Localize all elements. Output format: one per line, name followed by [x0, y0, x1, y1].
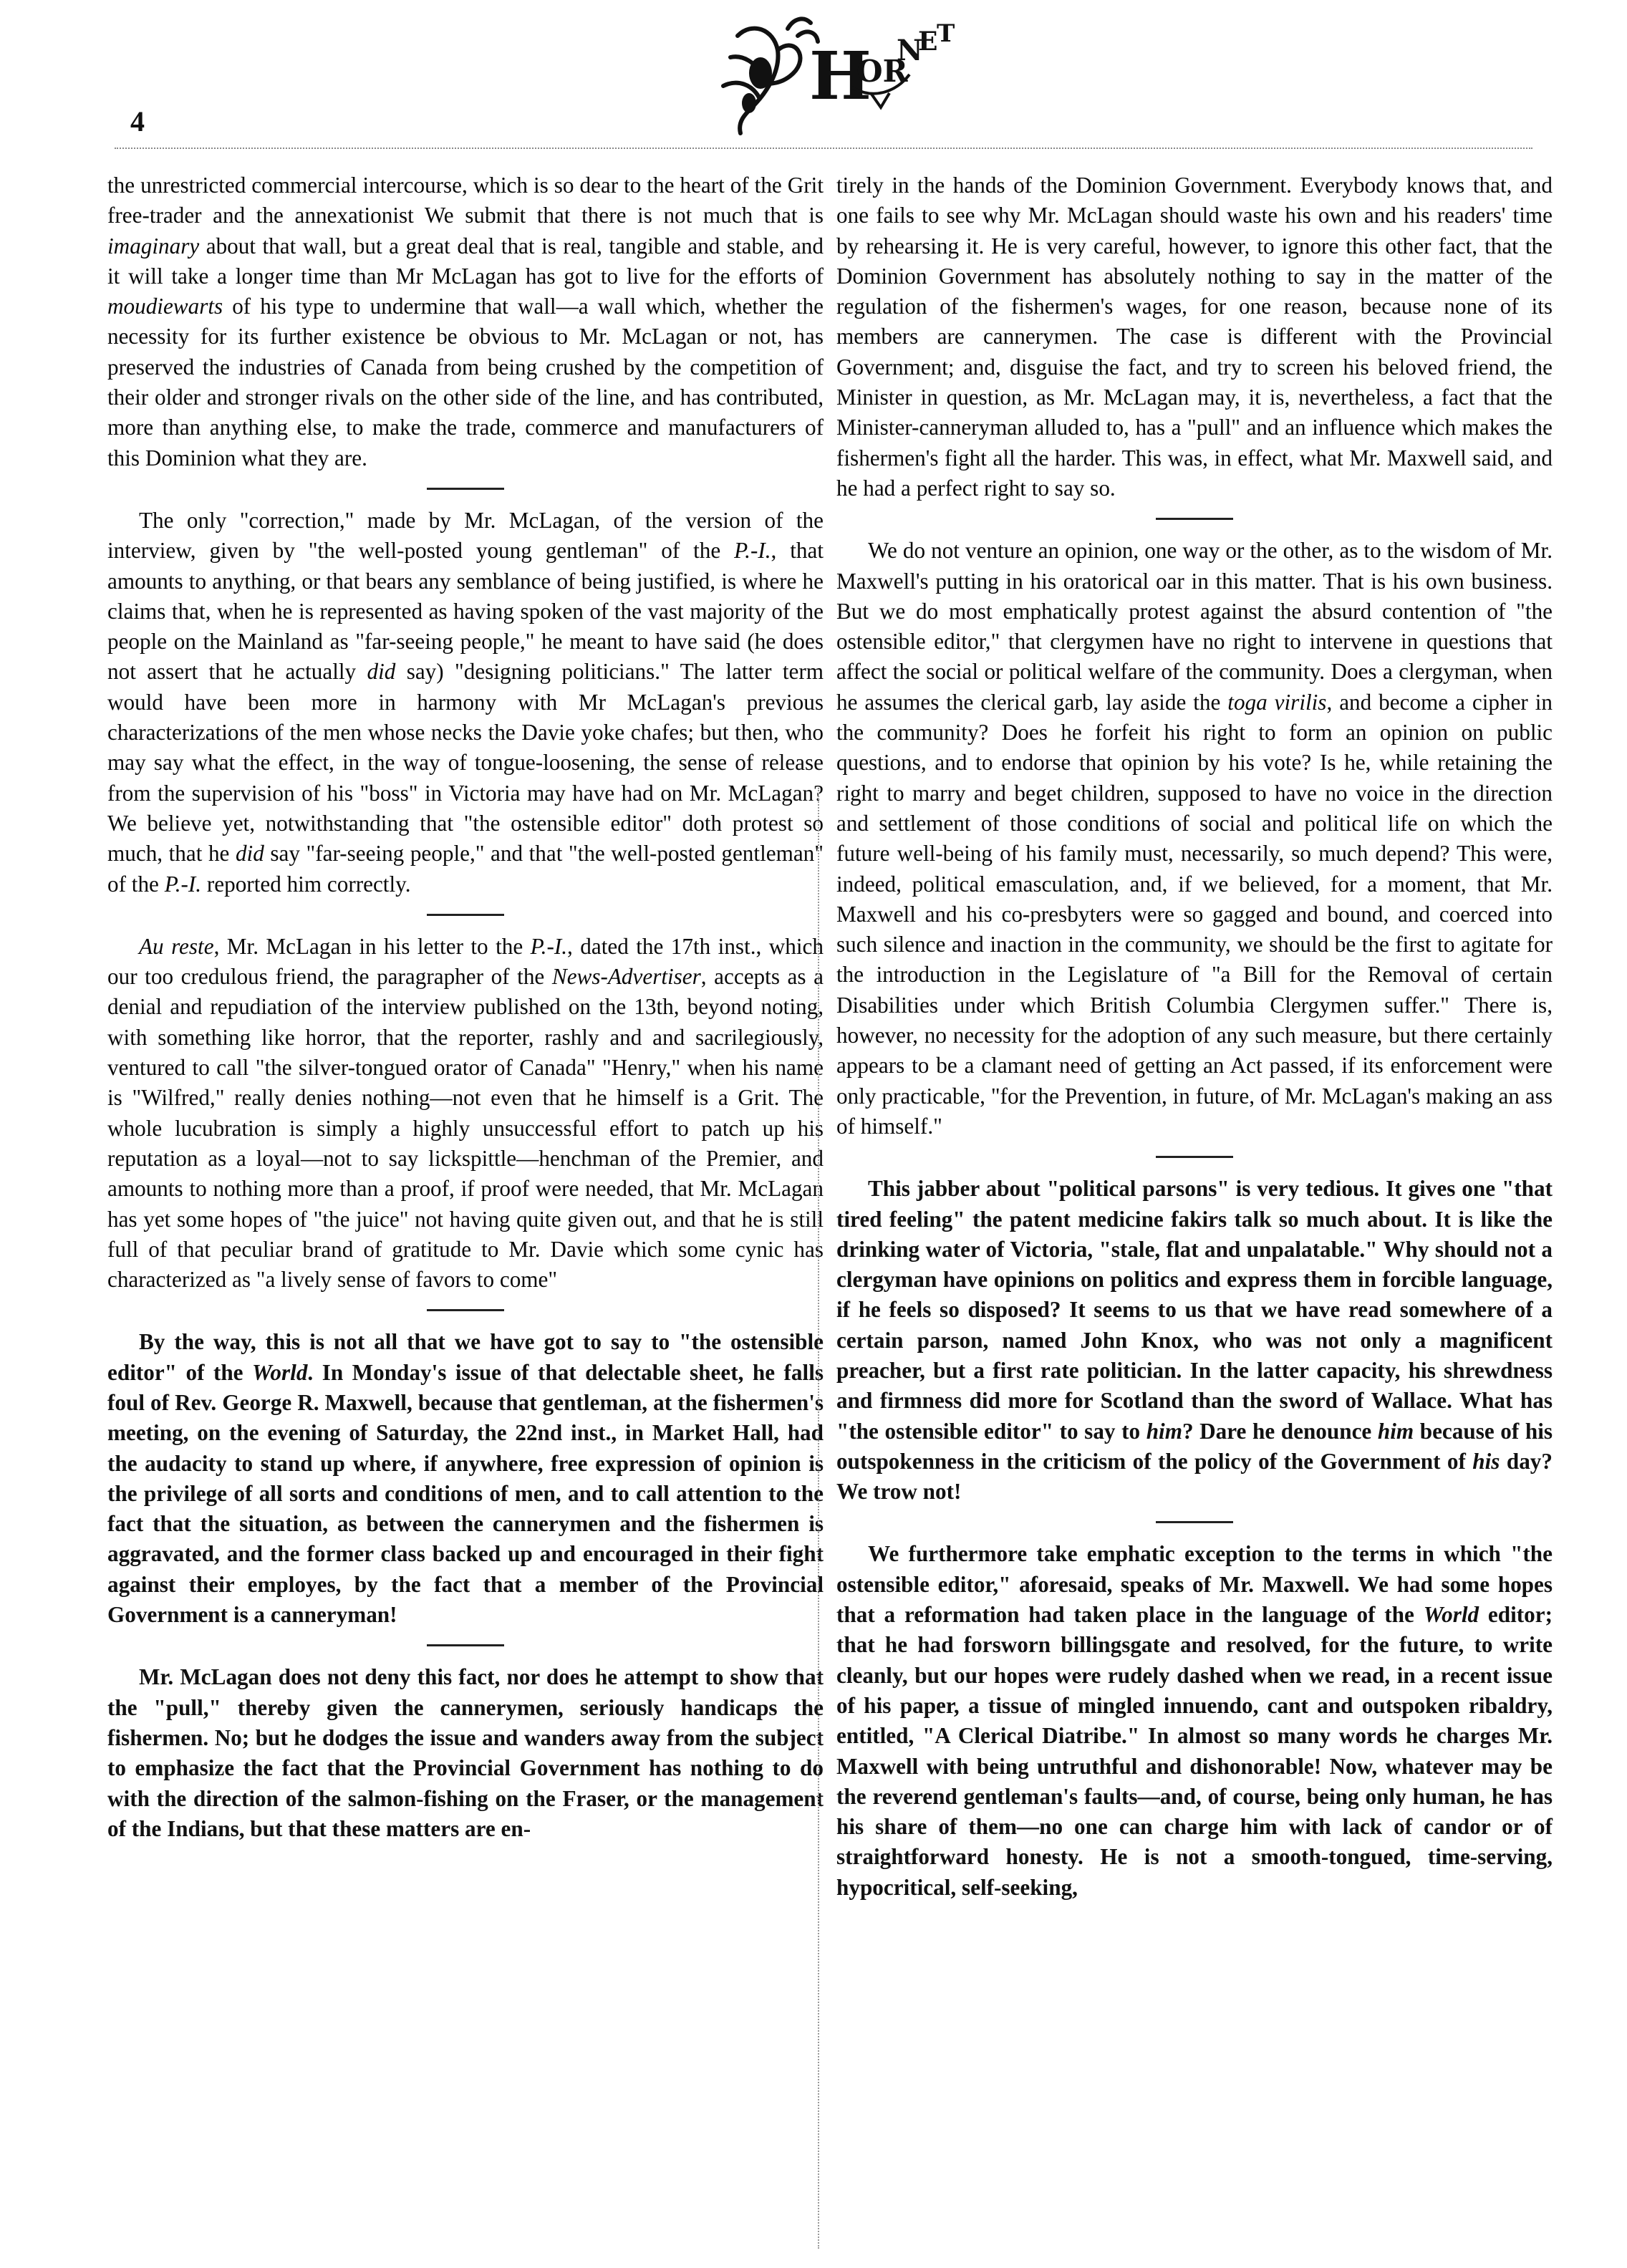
- right-column: [836, 170, 1553, 1903]
- italic-segment: P.-I.: [530, 933, 568, 959]
- svg-text:OR: OR: [856, 54, 908, 89]
- header-rule: [115, 148, 1532, 149]
- section-separator: [427, 488, 504, 490]
- text-segment: We do not venture an opinion, one way or the other, as to the wisdom of Mr. Maxwell's putting in his oratorical oar in this matter. That is his own business. But we do most emphatically protest against the absurd contention of "the ostensible editor," that clergymen have no right to intervene in questions that affect the social or political welfare of the community. Does a clergyman, when he assumes the clerical garb, lay aside the: [836, 538, 1553, 715]
- text-segment: . In Monday's issue of that delectable sheet, he falls foul of Rev. George R. Maxwell, because that gentleman, at the fishermen's meeting, on the evening of Saturday, the 22nd inst., in Market Hall, had the audacity to stand up where, if anywhere, free expression of opinion is the privilege of all sorts and conditions of men, and to call attention to the fact that the situation, as between the cannerymen and the fishermen is aggravated, and the former class backed up and encouraged in their fight against their employes, by the fact that a member of the Provincial Government is a canneryman!: [107, 1359, 824, 1628]
- italic-segment: him: [1377, 1418, 1414, 1444]
- italic-segment: News-Advertiser: [551, 964, 701, 990]
- text-segment: reported him correctly.: [201, 871, 411, 897]
- italic-segment: did: [367, 659, 396, 685]
- italic-segment: him: [1146, 1418, 1182, 1444]
- left-column: [107, 170, 824, 1844]
- paragraph-correction: [107, 506, 824, 899]
- text-segment: day? We trow not!: [836, 1448, 1553, 1505]
- italic-segment: his: [1472, 1448, 1500, 1474]
- italic-segment: World: [1423, 1602, 1479, 1628]
- italic-segment: imaginary: [107, 233, 200, 259]
- paragraph-wall: [107, 170, 824, 473]
- italic-segment: toga virilis: [1227, 689, 1327, 715]
- text-segment: This jabber about "political parsons" is very tedious. It gives one "that tired feeling" the patent medicine fakirs talk so much about. It is like the drinking water of Victoria, "stale, flat and unpalatable." Why should not a clergyman have opinions on politics and express them in forcible language, if he feels so disposed? It seems to us that we have read somewhere of a certain parson, named John Knox, who was not only a magnificent preacher, but a first rate politician. In the latter capacity, his shrewdness and firmness did more for Scotland than the sword of Wallace. What has "the ostensible editor" to say to: [836, 1176, 1553, 1444]
- italic-segment: P.-I.: [164, 871, 202, 897]
- text-segment: , and become a cipher in the community? Does he forfeit his right to form an opinion on public questions, and to endorse that opinion by his vote? Is he, while retaining the right to marry and beget children, supposed to have no voice in the direction and settlement of those conditions of social and political life on which the future well-being of his family must, necessarily, so much depend? This were, indeed, political emasculation, and, if we believed, for a moment, that Mr. Maxwell and his co-presbyters were so gagged and bound, and coerced into such silence and inaction in the community, we should be the first to agitate for the introduction in the Legislature of "a Bill for the Removal of certain Disabilities under which British Columbia Clergymen suffer." There is, however, no necessity for the adoption of any such measure, but there certainly appears to be a clamant need of getting an Act passed, if its enforcement were only practicable, "for the Prevention, in future, of Mr. McLagan's making an ass of himself.": [836, 689, 1553, 1139]
- italic-segment: did: [235, 841, 264, 867]
- section-separator: [427, 1309, 504, 1311]
- section-separator: [1156, 518, 1233, 520]
- text-segment: say "far-seeing people," and that "the well-posted gentleman" of the: [107, 841, 824, 897]
- svg-text:T: T: [937, 19, 955, 48]
- section-separator: [427, 1644, 504, 1646]
- svg-text:E: E: [918, 26, 938, 57]
- page-number: 4: [130, 105, 145, 137]
- italic-segment: World: [252, 1359, 308, 1385]
- text-segment: the unrestricted commercial intercourse, which is so dear to the heart of the Grit free-trader and the annexationist We submit that there is not much that is: [107, 173, 824, 228]
- italic-segment: P.-I.: [734, 538, 771, 564]
- paragraph-au-reste: [107, 932, 824, 1295]
- text-segment: of his type to undermine that wall—a wall which, whether the necessity for its further existence be obvious to Mr. McLagan or not, has preserved the industries of Canada from being crushed by the competition of their older and stronger rivals on the other side of the line, and has contributed, more than anything else, to make the trade, commerce and manufacturers of this Dominion what they are.: [107, 294, 824, 471]
- text-segment: The only "correction," made by Mr. McLagan, of the version of the interview, given by "the well-posted young gentleman" of the: [107, 507, 824, 564]
- text-segment: say) "designing politicians." The latter term would have been more in harmony with Mr McLagan's previous characterizations of the men whose necks the Davie yoke chafes; but then, who may say what the effect, in the way of tongue-loosening, the sense of release from the supervision of his "boss" in Victoria may have had on Mr. McLagan? We believe yet, notwithstanding that "the ostensible editor" doth protest so much, that he: [107, 659, 824, 867]
- text-segment: , Mr. McLagan in his letter to the: [213, 933, 531, 959]
- text-segment: , that amounts to anything, or that bears any semblance of being justified, is where he claims that, when he is represented as having spoken of the vast majority of the people on the Mainland as "far-seeing people," he meant to have said (he does not assert that he actually: [107, 538, 824, 685]
- text-segment: By the way, this is not all that we have got to say to "the ostensible editor" of the: [107, 1329, 824, 1385]
- paragraph-does-not-deny: Mr. McLagan does not deny this fact, nor does he attempt to show that the "pull," thereby given the cannerymen, seriously handicaps the fishermen. No; but he dodges the issue and wanders away from the subject to emphasize the fact that the Provincial Government has nothing to do with the direction of the salmon-fishing on the Fraser, or the management of the Indians, but that these matters are en-: [107, 1664, 824, 1841]
- text-segment: because of his outspokenness in the criticism of the policy of the Government of: [836, 1418, 1553, 1474]
- section-separator: [1156, 1521, 1233, 1523]
- svg-text:H: H: [809, 37, 872, 115]
- italic-segment: Au reste: [139, 933, 214, 959]
- paragraph-jabber: [836, 1174, 1553, 1507]
- section-separator: [1156, 1156, 1233, 1158]
- text-segment: We furthermore take emphatic exception to the terms in which "the ostensible editor," aforesaid, speaks of Mr. Maxwell. We had some hopes that a reformation had taken place in the language of the: [836, 1541, 1553, 1628]
- column-divider: [818, 788, 819, 2249]
- hornet-logo-icon: [709, 7, 967, 143]
- text-segment: , accepts as a denial and repudiation of the interview published on the 13th, beyond noting, with something like horror, that the reporter, rashly and and sacrilegiously, ventured to call "the silver-tongued orator of Canada" "Henry," when his name is "Wilfred," really denies nothing—not even that he himself is a Grit. The whole lucubration is simply a highly unsuccessful effort to patch up his reputation as a loyal—not to say lickspittle—henchman of the Premier, and amounts to nothing more than a proof, if proof were needed, that Mr. McLagan has yet some hopes of "the juice" not having quite given out, and that he is still full of that peculiar brand of gratitude to Mr. Davie which some cynic has characterized as "a lively sense of favors to come": [107, 964, 824, 1293]
- text-segment: ? Dare he denounce: [1182, 1418, 1378, 1444]
- text-segment: , dated the 17th inst., which our too credulous friend, the paragrapher of the: [107, 933, 824, 990]
- text-segment: editor; that he had forsworn billingsgate and resolved, for the future, to write cleanly, but our hopes were rudely dashed when we read, in a recent issue of his paper, a tissue of mingled innuendo, cant and outspoken ribaldry, entitled, "A Clerical Diatribe." In almost so many words he charges Mr. Maxwell with being untruthful and dishonorable! Now, whatever may be the reverend gentleman's faults—and, of course, being only human, he has his share of them—no one can charge him with lack of candor or of straightforward honesty. He is not a smooth-tongued, time-serving, hypocritical, self-seeking,: [836, 1602, 1553, 1900]
- section-separator: [427, 914, 504, 916]
- paragraph-exception: [836, 1539, 1553, 1903]
- italic-segment: moudiewarts: [107, 294, 223, 319]
- masthead: [0, 0, 1627, 172]
- paragraph-dominion: tirely in the hands of the Dominion Government. Everybody knows that, and one fails to see why Mr. McLagan should waste his own and his readers' time by rehearsing it. He is very careful, however, to ignore this other fact, that the Dominion Government has absolutely nothing to say in the matter of the regulation of the fishermen's wages, for one reason, because none of its members are cannerymen. The case is different with the Provincial Government; and, disguise the fact, and try to screen his beloved friend, the Minister in question, as Mr. McLagan may, it is, nevertheless, a fact that the Minister-canneryman alluded to, has a "pull" and an influence which makes the fishermen's fight all the harder. This was, in effect, what Mr. Maxwell said, and he had a perfect right to say so.: [836, 173, 1553, 501]
- hornet-logo: [709, 7, 967, 143]
- svg-text:N: N: [897, 34, 923, 67]
- paragraph-opinion: [836, 536, 1553, 1142]
- paragraph-by-the-way: [107, 1327, 824, 1630]
- text-segment: about that wall, but a great deal that is real, tangible and stable, and it will take a longer time than Mr McLagan has got to live for the efforts of: [107, 233, 824, 289]
